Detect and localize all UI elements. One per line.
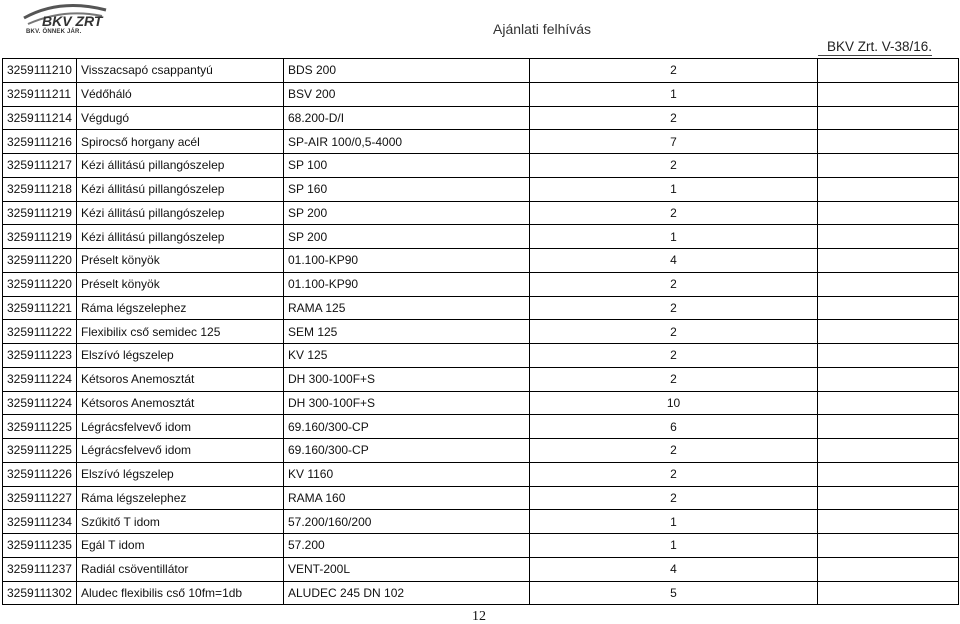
table-row (3, 249, 959, 273)
item-code-cell: 3259111225 (3, 439, 77, 463)
item-quantity-cell: 2 (530, 59, 818, 83)
item-quantity-cell: 2 (530, 462, 818, 486)
empty-cell (818, 82, 959, 106)
item-name-cell: Légrácsfelvevő idom (77, 439, 284, 463)
item-name-cell: Aludec flexibilis cső 10fm=1db (77, 581, 284, 605)
empty-cell (818, 106, 959, 130)
item-name-cell: Flexibilix cső semidec 125 (77, 320, 284, 344)
table-row (3, 391, 959, 415)
item-name-cell: Kézi állitású pillangószelep (77, 201, 284, 225)
item-name-cell: Elszívó légszelep (77, 344, 284, 368)
item-type-cell: DH 300-100F+S (284, 391, 530, 415)
item-type-cell: KV 1160 (284, 462, 530, 486)
item-quantity-cell: 2 (530, 106, 818, 130)
item-code-cell: 3259111220 (3, 249, 77, 273)
item-quantity-cell: 6 (530, 415, 818, 439)
item-name-cell: Ráma légszelephez (77, 486, 284, 510)
item-name-cell: Elszívó légszelep (77, 462, 284, 486)
item-code-cell: 3259111235 (3, 534, 77, 558)
item-quantity-cell: 1 (530, 82, 818, 106)
item-name-cell: Kézi állitású pillangószelep (77, 225, 284, 249)
table-row (3, 106, 959, 130)
item-quantity-cell: 2 (530, 486, 818, 510)
table-row (3, 320, 959, 344)
bkv-logo-icon (20, 2, 110, 32)
item-name-cell: Ráma légszelephez (77, 296, 284, 320)
table-row (3, 439, 959, 463)
item-name-cell: Egál T idom (77, 534, 284, 558)
item-name-cell: Szűkitő T idom (77, 510, 284, 534)
item-type-cell: 69.160/300-CP (284, 439, 530, 463)
item-type-cell: DH 300-100F+S (284, 367, 530, 391)
item-name-cell: Kétsoros Anemosztát (77, 391, 284, 415)
table-row (3, 201, 959, 225)
item-type-cell: 01.100-KP90 (284, 249, 530, 273)
item-type-cell: BDS 200 (284, 59, 530, 83)
item-code-cell: 3259111220 (3, 272, 77, 296)
item-quantity-cell: 7 (530, 130, 818, 154)
document-id: BKV Zrt. V-38/16. (826, 39, 932, 54)
page-number: 12 (472, 609, 486, 624)
item-code-cell: 3259111224 (3, 367, 77, 391)
item-name-cell: Préselt könyök (77, 272, 284, 296)
table-row (3, 367, 959, 391)
item-name-cell: Légrácsfelvevő idom (77, 415, 284, 439)
item-quantity-cell: 1 (530, 510, 818, 534)
item-type-cell: SP 200 (284, 201, 530, 225)
empty-cell (818, 367, 959, 391)
empty-cell (818, 272, 959, 296)
item-code-cell: 3259111302 (3, 581, 77, 605)
item-code-cell: 3259111227 (3, 486, 77, 510)
item-quantity-cell: 2 (530, 439, 818, 463)
table-row (3, 225, 959, 249)
item-name-cell: Végdugó (77, 106, 284, 130)
item-code-cell: 3259111211 (3, 82, 77, 106)
item-code-cell: 3259111214 (3, 106, 77, 130)
table-row (3, 296, 959, 320)
empty-cell (818, 391, 959, 415)
table-row (3, 462, 959, 486)
item-code-cell: 3259111219 (3, 225, 77, 249)
empty-cell (818, 130, 959, 154)
item-code-cell: 3259111219 (3, 201, 77, 225)
item-code-cell: 3259111226 (3, 462, 77, 486)
item-code-cell: 3259111222 (3, 320, 77, 344)
item-name-cell: Védőháló (77, 82, 284, 106)
item-type-cell: SP 160 (284, 177, 530, 201)
item-quantity-cell: 1 (530, 177, 818, 201)
item-type-cell: ALUDEC 245 DN 102 (284, 581, 530, 605)
item-name-cell: Visszacsapó csappantyú (77, 59, 284, 83)
item-code-cell: 3259111223 (3, 344, 77, 368)
item-code-cell: 3259111221 (3, 296, 77, 320)
table-row (3, 154, 959, 178)
items-table-body (3, 59, 959, 605)
item-quantity-cell: 5 (530, 581, 818, 605)
empty-cell (818, 225, 959, 249)
empty-cell (818, 154, 959, 178)
table-row (3, 177, 959, 201)
item-type-cell: 57.200/160/200 (284, 510, 530, 534)
item-type-cell: SP 200 (284, 225, 530, 249)
document-title: Ajánlati felhívás (493, 21, 592, 37)
empty-cell (818, 534, 959, 558)
table-row (3, 272, 959, 296)
item-name-cell: Kétsoros Anemosztát (77, 367, 284, 391)
item-code-cell: 3259111216 (3, 130, 77, 154)
item-quantity-cell: 2 (530, 201, 818, 225)
item-quantity-cell: 2 (530, 320, 818, 344)
item-name-cell: Préselt könyök (77, 249, 284, 273)
empty-cell (818, 201, 959, 225)
logo-text: BKV ZRT (42, 13, 103, 29)
items-table (2, 58, 959, 605)
item-type-cell: KV 125 (284, 344, 530, 368)
item-name-cell: Kézi állitású pillangószelep (77, 154, 284, 178)
item-quantity-cell: 2 (530, 367, 818, 391)
item-type-cell: SP 100 (284, 154, 530, 178)
item-quantity-cell: 1 (530, 225, 818, 249)
item-quantity-cell: 2 (530, 296, 818, 320)
empty-cell (818, 510, 959, 534)
table-row (3, 82, 959, 106)
table-row (3, 486, 959, 510)
table-row (3, 581, 959, 605)
item-quantity-cell: 1 (530, 534, 818, 558)
item-quantity-cell: 4 (530, 557, 818, 581)
item-quantity-cell: 2 (530, 154, 818, 178)
table-row (3, 534, 959, 558)
empty-cell (818, 344, 959, 368)
item-type-cell: 69.160/300-CP (284, 415, 530, 439)
empty-cell (818, 486, 959, 510)
empty-cell (818, 177, 959, 201)
item-name-cell: Kézi állitású pillangószelep (77, 177, 284, 201)
item-quantity-cell: 4 (530, 249, 818, 273)
item-code-cell: 3259111210 (3, 59, 77, 83)
item-type-cell: 68.200-D/I (284, 106, 530, 130)
item-code-cell: 3259111237 (3, 557, 77, 581)
item-quantity-cell: 2 (530, 272, 818, 296)
empty-cell (818, 415, 959, 439)
table-row (3, 557, 959, 581)
item-type-cell: BSV 200 (284, 82, 530, 106)
empty-cell (818, 462, 959, 486)
item-name-cell: Spirocső horgany acél (77, 130, 284, 154)
item-code-cell: 3259111234 (3, 510, 77, 534)
item-type-cell: SP-AIR 100/0,5-4000 (284, 130, 530, 154)
item-type-cell: RAMA 160 (284, 486, 530, 510)
table-row (3, 415, 959, 439)
table-row (3, 510, 959, 534)
header-divider (818, 55, 932, 56)
table-row (3, 344, 959, 368)
item-type-cell: RAMA 125 (284, 296, 530, 320)
item-quantity-cell: 10 (530, 391, 818, 415)
item-name-cell: Radiál csöventillátor (77, 557, 284, 581)
empty-cell (818, 557, 959, 581)
item-type-cell: 57.200 (284, 534, 530, 558)
item-code-cell: 3259111225 (3, 415, 77, 439)
logo-subtitle: BKV. ÖNNEK JÁR. (26, 29, 82, 35)
empty-cell (818, 439, 959, 463)
table-row (3, 59, 959, 83)
item-type-cell: VENT-200L (284, 557, 530, 581)
item-code-cell: 3259111218 (3, 177, 77, 201)
item-code-cell: 3259111217 (3, 154, 77, 178)
item-quantity-cell: 2 (530, 344, 818, 368)
item-code-cell: 3259111224 (3, 391, 77, 415)
empty-cell (818, 581, 959, 605)
item-type-cell: SEM 125 (284, 320, 530, 344)
item-type-cell: 01.100-KP90 (284, 272, 530, 296)
empty-cell (818, 249, 959, 273)
empty-cell (818, 296, 959, 320)
empty-cell (818, 59, 959, 83)
empty-cell (818, 320, 959, 344)
table-row (3, 130, 959, 154)
